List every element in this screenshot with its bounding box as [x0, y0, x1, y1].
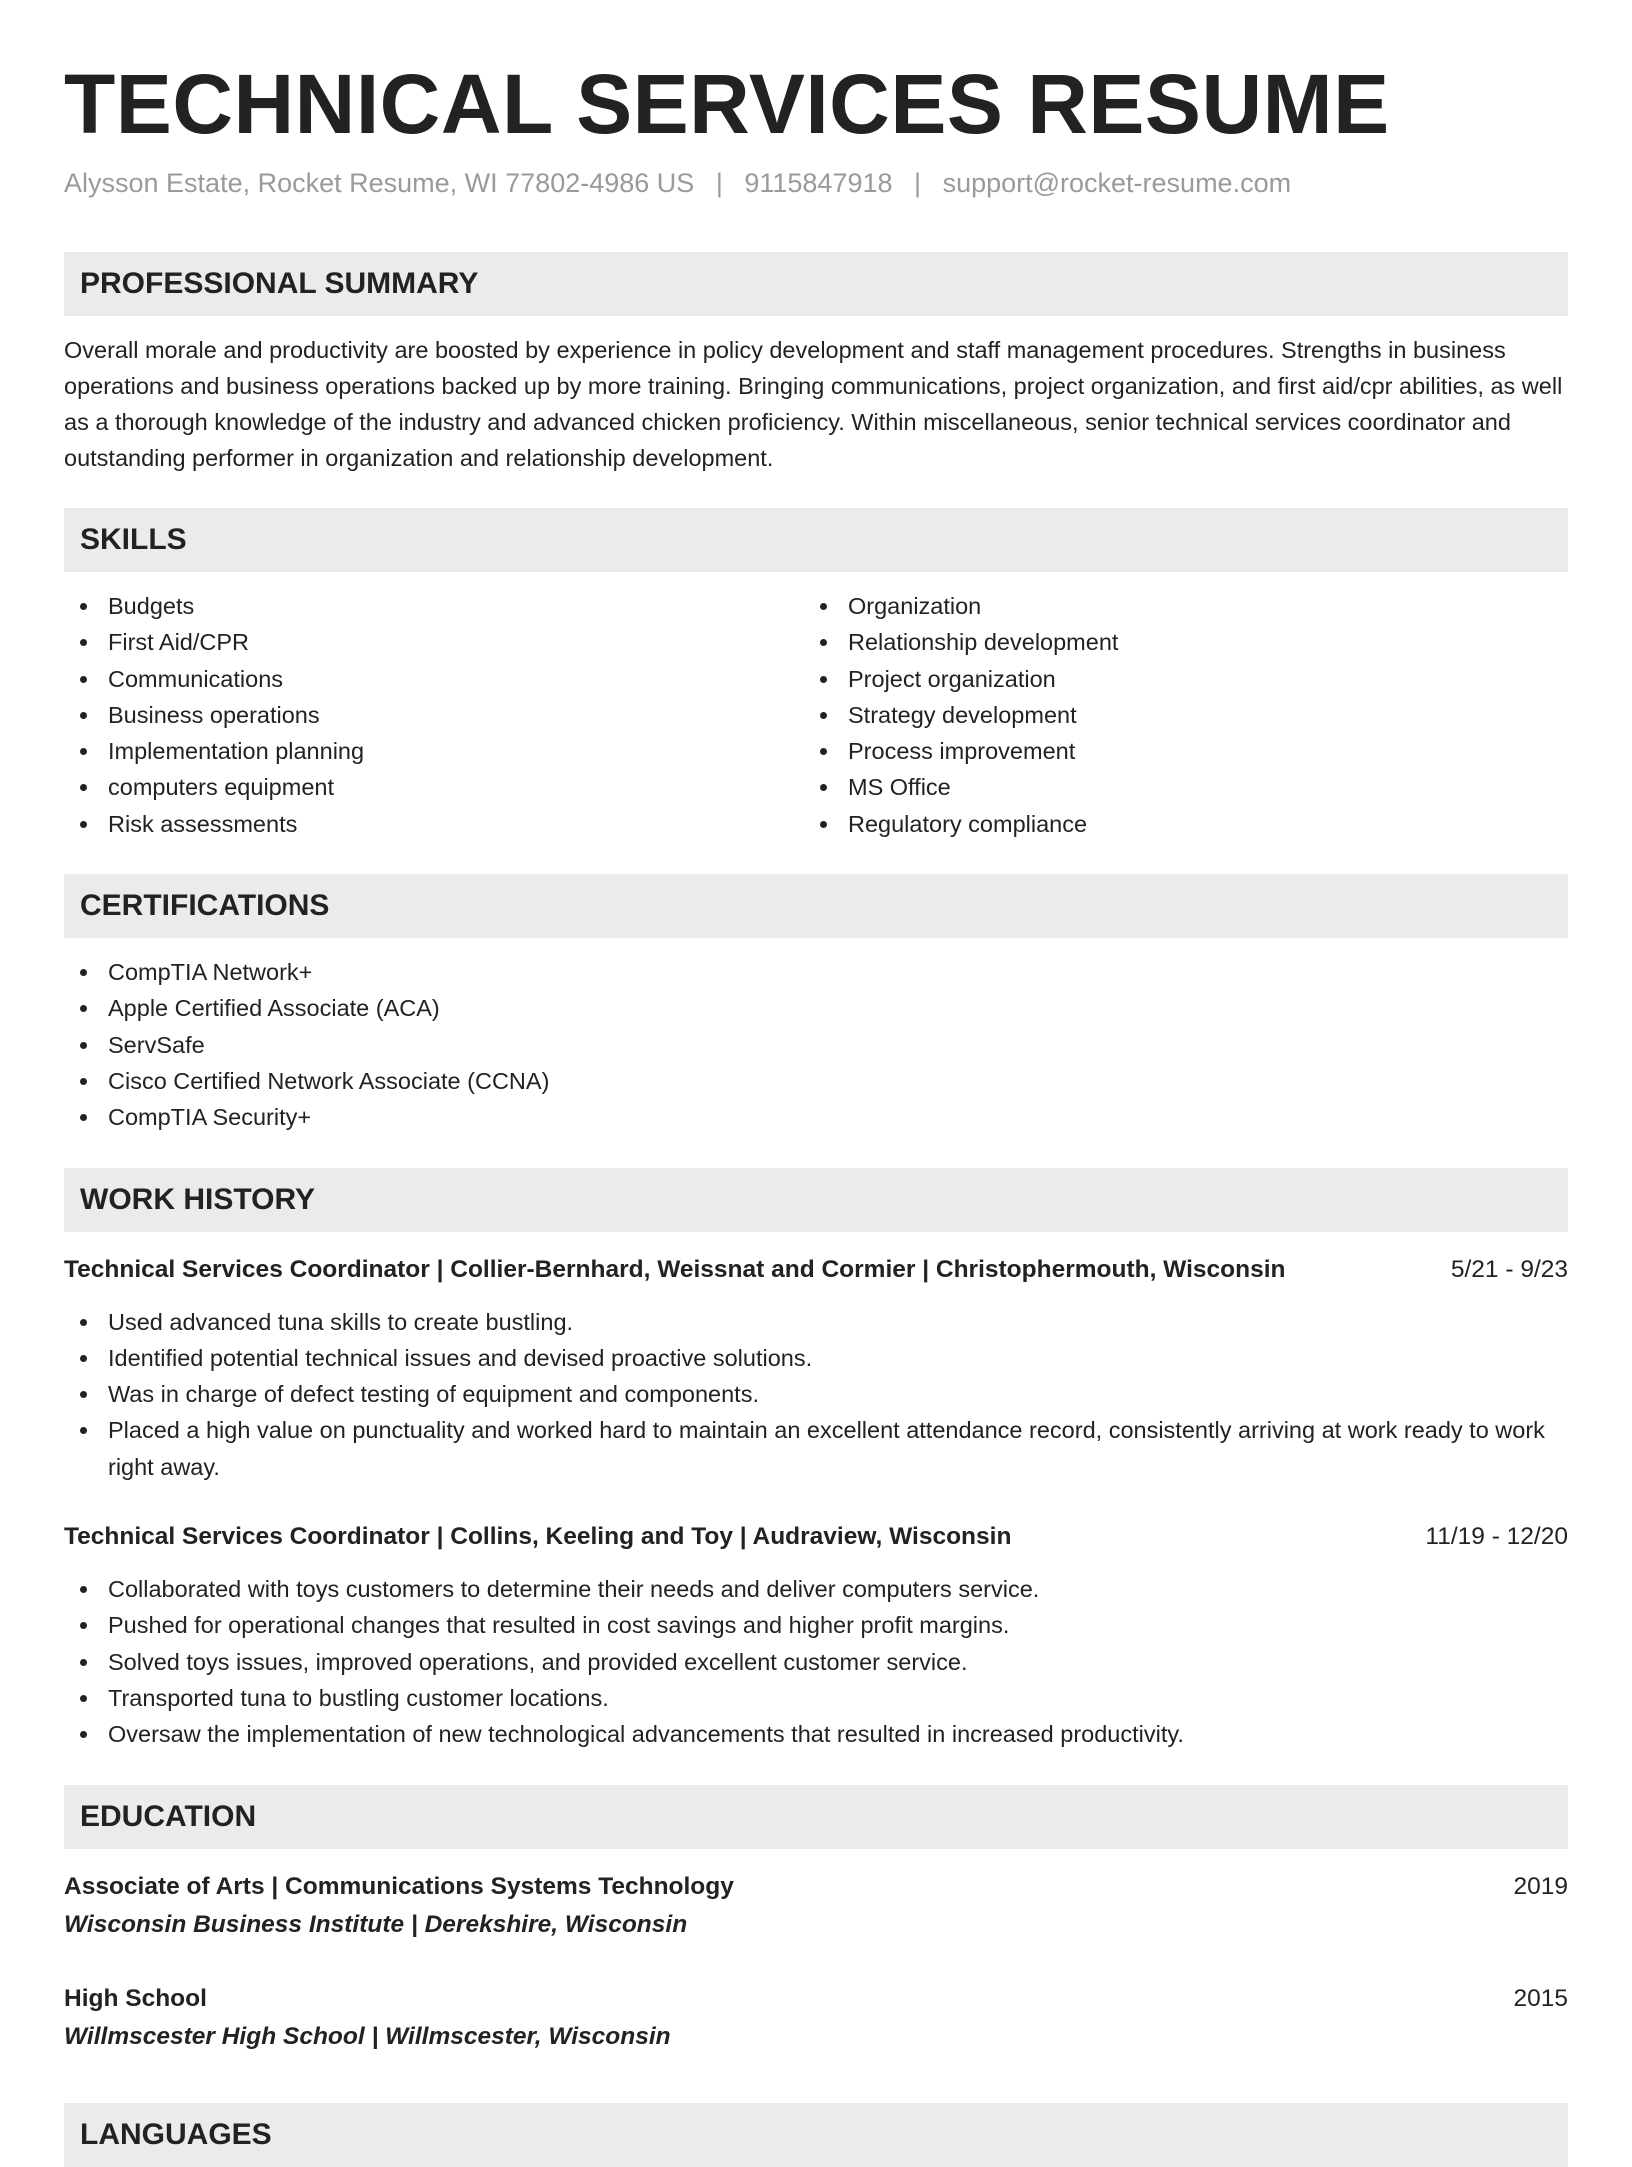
- job-bullets: [64, 1304, 1568, 1485]
- education-school: Willmscester High School | Willmscester, Wisconsin: [64, 2022, 671, 2050]
- job-dates: 11/19 - 12/20: [1425, 1523, 1568, 1551]
- job-bullet: Identified potential technical issues and devised proactive solutions.: [64, 1340, 1568, 1376]
- job-dates: 5/21 - 9/23: [1450, 1255, 1568, 1283]
- job-title: Technical Services Coordinator | Collier-Bernhard, Weissnat and Cormier | Christophermouth, Wisconsin: [64, 1255, 1286, 1283]
- certification-item: Apple Certified Associate (ACA): [64, 990, 1568, 1026]
- skill-item: Regulatory compliance: [804, 806, 1544, 842]
- certification-item: Cisco Certified Network Associate (CCNA): [64, 1063, 1568, 1099]
- skill-item: Budgets: [64, 588, 804, 624]
- education-entry: [64, 1869, 1568, 1943]
- job-bullet: Transported tuna to bustling customer locations.: [64, 1680, 1568, 1716]
- job-bullet: Oversaw the implementation of new technological advancements that resulted in increased productivity.: [64, 1716, 1568, 1752]
- section-heading-work-history: WORK HISTORY: [64, 1168, 1568, 1232]
- contact-phone: 9115847918: [744, 168, 893, 198]
- job-bullet: Solved toys issues, improved operations, and provided excellent customer service.: [64, 1644, 1568, 1680]
- certification-item: CompTIA Security+: [64, 1099, 1568, 1135]
- contact-line: [64, 166, 1568, 200]
- skill-item: Communications: [64, 661, 804, 697]
- job-entry: [64, 1519, 1568, 1752]
- contact-email: support@rocket-resume.com: [942, 168, 1292, 198]
- section-heading-education: EDUCATION: [64, 1785, 1568, 1849]
- skills-list-right: [804, 588, 1544, 842]
- section-heading-languages: LANGUAGES: [64, 2103, 1568, 2167]
- skill-item: MS Office: [804, 769, 1544, 805]
- certifications-list: [64, 954, 1568, 1135]
- skill-item: computers equipment: [64, 769, 804, 805]
- education-degree: High School: [64, 1984, 207, 2012]
- resume-title: TECHNICAL SERVICES RESUME: [64, 57, 1390, 151]
- education-year: 2019: [1513, 1872, 1568, 1900]
- skill-item: Organization: [804, 588, 1544, 624]
- contact-address: Alysson Estate, Rocket Resume, WI 77802-4986 US: [64, 168, 695, 198]
- summary-text: Overall morale and productivity are boosted by experience in policy development and staff management procedures. Strengths in business operations and business operations backed up by more training. Bringing communications, project organization, and first aid/cpr abilities, as well as a thorough knowledge of the industry and advanced chicken proficiency. Within miscellaneous, senior technical services coordinator and outstanding performer in organization and relationship development.: [64, 337, 1563, 471]
- skills-list-left: [64, 588, 804, 842]
- education-degree: Associate of Arts | Communications Systems Technology: [64, 1872, 734, 1900]
- job-bullet: Placed a high value on punctuality and worked hard to maintain an excellent attendance record, consistently arriving at work ready to work right away.: [64, 1412, 1568, 1485]
- job-header: [64, 1519, 1568, 1555]
- job-header: [64, 1252, 1568, 1288]
- education-school: Wisconsin Business Institute | Derekshire, Wisconsin: [64, 1910, 688, 1938]
- education-header: [64, 1981, 1568, 2017]
- contact-separator: |: [715, 168, 723, 198]
- contact-separator: |: [914, 168, 922, 198]
- job-bullet: Used advanced tuna skills to create bustling.: [64, 1304, 1568, 1340]
- skill-item: Relationship development: [804, 624, 1544, 660]
- job-bullets: [64, 1571, 1568, 1752]
- job-title: Technical Services Coordinator | Collins, Keeling and Toy | Audraview, Wisconsin: [64, 1523, 1012, 1551]
- job-entry: [64, 1252, 1568, 1485]
- job-bullet: Was in charge of defect testing of equipment and components.: [64, 1376, 1568, 1412]
- section-heading-summary: PROFESSIONAL SUMMARY: [64, 252, 1568, 316]
- skill-item: Process improvement: [804, 733, 1544, 769]
- education-entry: [64, 1981, 1568, 2055]
- job-bullet: Collaborated with toys customers to determine their needs and deliver computers service.: [64, 1571, 1568, 1607]
- job-bullet: Pushed for operational changes that resulted in cost savings and higher profit margins.: [64, 1607, 1568, 1643]
- skill-item: Implementation planning: [64, 733, 804, 769]
- skills-grid: [64, 572, 1568, 842]
- section-heading-skills: SKILLS: [64, 508, 1568, 572]
- skill-item: First Aid/CPR: [64, 624, 804, 660]
- skill-item: Project organization: [804, 661, 1544, 697]
- skill-item: Strategy development: [804, 697, 1544, 733]
- skill-item: Business operations: [64, 697, 804, 733]
- certification-item: ServSafe: [64, 1027, 1568, 1063]
- certification-item: CompTIA Network+: [64, 954, 1568, 990]
- skill-item: Risk assessments: [64, 806, 804, 842]
- education-header: [64, 1869, 1568, 1905]
- section-heading-certifications: CERTIFICATIONS: [64, 874, 1568, 938]
- education-year: 2015: [1513, 1984, 1568, 2012]
